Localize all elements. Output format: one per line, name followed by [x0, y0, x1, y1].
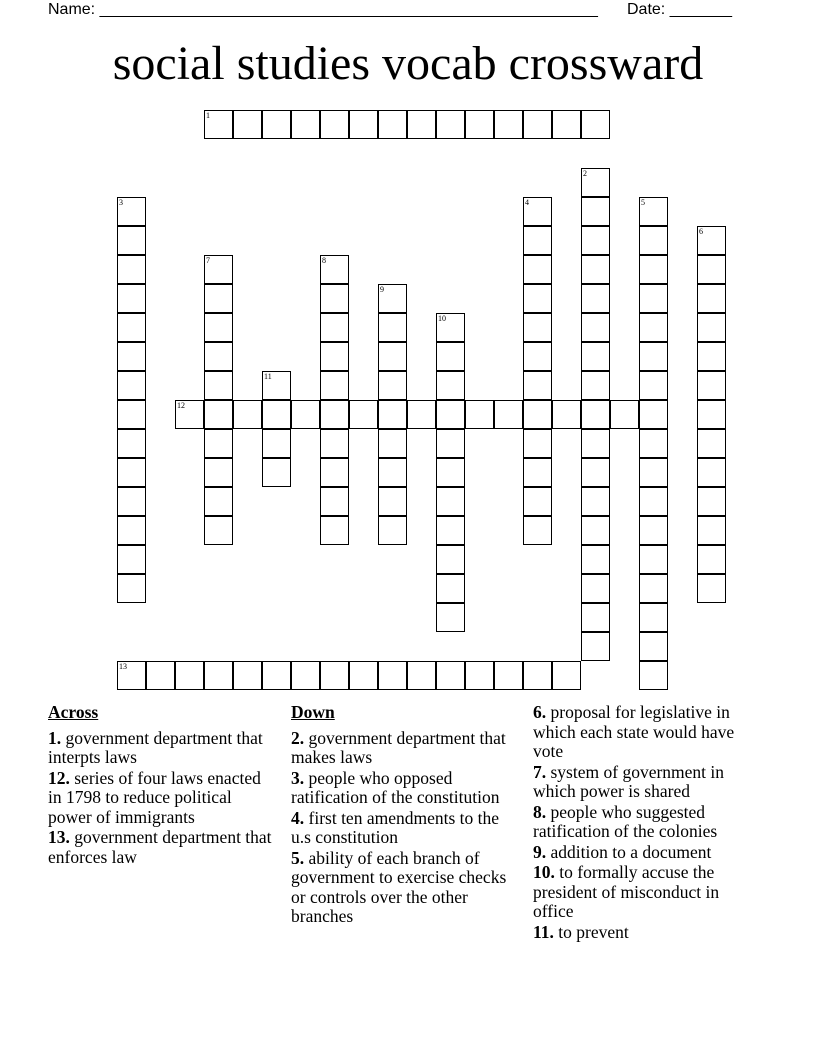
date-field-label: Date: _______ — [627, 1, 732, 18]
grid-cell[interactable] — [117, 226, 146, 255]
grid-cell[interactable] — [523, 429, 552, 458]
grid-cell[interactable] — [262, 429, 291, 458]
grid-cell[interactable] — [697, 400, 726, 429]
clue-number-label: 2 — [583, 169, 587, 178]
grid-cell[interactable] — [204, 458, 233, 487]
clue-number: 1. — [48, 727, 62, 748]
grid-cell[interactable] — [697, 342, 726, 371]
clue-number: 5. — [291, 847, 305, 868]
grid-cell[interactable] — [639, 574, 668, 603]
grid-cell[interactable] — [639, 603, 668, 632]
grid-cell[interactable] — [465, 661, 494, 690]
clue-number-label: 9 — [380, 285, 384, 294]
clue-text: proposal for legislative in which each state would have vote — [533, 702, 735, 761]
clue-text: ability of each branch of government to exercise checks or controls over the other branches — [291, 847, 507, 926]
name-field-label: Name: ________________________________________________________ — [48, 1, 598, 18]
grid-cell[interactable] — [581, 342, 610, 371]
grid-cell[interactable] — [639, 226, 668, 255]
grid-cell[interactable] — [117, 545, 146, 574]
grid-cell[interactable] — [378, 458, 407, 487]
grid-cell[interactable] — [320, 371, 349, 400]
grid-cell[interactable] — [639, 429, 668, 458]
grid-cell[interactable] — [117, 342, 146, 371]
clue-item — [48, 769, 273, 828]
down-clues-continued-column — [533, 703, 758, 943]
clue-item — [291, 849, 519, 927]
grid-cell[interactable] — [581, 255, 610, 284]
grid-cell[interactable] — [552, 400, 581, 429]
clue-text: people who suggested ratification of the colonies — [533, 801, 718, 841]
grid-cell[interactable] — [523, 661, 552, 690]
grid-cell[interactable] — [378, 371, 407, 400]
grid-cell[interactable] — [697, 516, 726, 545]
clue-item — [533, 863, 758, 922]
clue-number-label: 1 — [206, 111, 210, 120]
grid-cell[interactable] — [378, 429, 407, 458]
clue-text: people who opposed ratification of the constitution — [291, 767, 500, 807]
grid-cell[interactable] — [349, 110, 378, 139]
grid-cell[interactable] — [146, 661, 175, 690]
down-clues-column — [291, 703, 519, 928]
grid-cell[interactable] — [581, 632, 610, 661]
grid-cell[interactable] — [436, 400, 465, 429]
grid-cell[interactable] — [175, 661, 204, 690]
grid-cell[interactable] — [204, 516, 233, 545]
grid-cell[interactable] — [320, 342, 349, 371]
clue-item — [533, 843, 758, 863]
grid-cell[interactable] — [117, 284, 146, 313]
grid-cell[interactable] — [697, 371, 726, 400]
clue-text: government department that interpts laws — [48, 727, 263, 767]
grid-cell[interactable] — [407, 661, 436, 690]
grid-cell[interactable] — [581, 400, 610, 429]
grid-cell[interactable] — [320, 284, 349, 313]
grid-cell[interactable] — [378, 661, 407, 690]
clue-number: 13. — [48, 827, 70, 847]
down-clue-list-continued — [533, 703, 758, 942]
grid-cell[interactable] — [117, 429, 146, 458]
grid-cell[interactable] — [204, 342, 233, 371]
clue-text: government department that makes laws — [291, 727, 506, 767]
grid-cell[interactable] — [639, 284, 668, 313]
grid-cell[interactable] — [291, 661, 320, 690]
grid-cell[interactable] — [117, 458, 146, 487]
across-clue-list — [48, 729, 273, 868]
grid-cell[interactable] — [523, 400, 552, 429]
grid-cell[interactable] — [465, 110, 494, 139]
grid-cell[interactable] — [639, 632, 668, 661]
grid-cell[interactable] — [378, 400, 407, 429]
clue-item — [291, 729, 519, 768]
grid-cell[interactable] — [639, 545, 668, 574]
grid-cell[interactable] — [436, 574, 465, 603]
clue-number: 7. — [533, 761, 547, 782]
grid-cell[interactable] — [581, 545, 610, 574]
grid-cell[interactable] — [523, 313, 552, 342]
grid-cell[interactable] — [465, 400, 494, 429]
grid-cell[interactable] — [436, 603, 465, 632]
grid-cell[interactable] — [407, 400, 436, 429]
grid-cell[interactable] — [291, 400, 320, 429]
clue-number: 8. — [533, 801, 547, 822]
grid-cell[interactable] — [697, 313, 726, 342]
grid-cell[interactable] — [639, 371, 668, 400]
grid-cell[interactable] — [523, 487, 552, 516]
grid-cell[interactable] — [378, 342, 407, 371]
grid-cell[interactable] — [320, 429, 349, 458]
clue-number-label: 3 — [119, 198, 123, 207]
clue-number: 6. — [533, 702, 547, 722]
grid-cell[interactable] — [581, 429, 610, 458]
across-heading: Across — [48, 702, 99, 722]
clue-text: series of four laws enacted in 1798 to reduce political power of immigrants — [48, 767, 261, 827]
clue-text: government department that enforces law — [48, 827, 272, 867]
clue-text: addition to a document — [550, 841, 712, 862]
grid-cell[interactable] — [436, 458, 465, 487]
clue-text: system of government in which power is shared — [533, 761, 725, 801]
grid-cell[interactable] — [436, 661, 465, 690]
clue-number: 9. — [533, 841, 547, 862]
grid-cell[interactable] — [697, 487, 726, 516]
clue-item — [291, 809, 519, 848]
clue-number-label: 5 — [641, 198, 645, 207]
grid-cell[interactable] — [697, 458, 726, 487]
grid-cell[interactable] — [117, 574, 146, 603]
grid-cell[interactable] — [697, 255, 726, 284]
grid-cell[interactable] — [523, 371, 552, 400]
across-clues-column — [48, 703, 273, 868]
grid-cell[interactable] — [204, 429, 233, 458]
clue-item — [48, 729, 273, 768]
grid-cell[interactable] — [697, 574, 726, 603]
down-clue-list — [291, 729, 519, 927]
grid-cell[interactable] — [639, 400, 668, 429]
grid-cell[interactable] — [204, 487, 233, 516]
grid-cell[interactable] — [581, 284, 610, 313]
clue-text: to formally accuse the president of misconduct in office — [533, 862, 720, 921]
grid-cell[interactable] — [523, 516, 552, 545]
clue-item — [533, 803, 758, 842]
grid-cell[interactable] — [581, 458, 610, 487]
grid-cell[interactable] — [117, 313, 146, 342]
clue-number-label: 13 — [119, 662, 127, 671]
clue-item — [291, 769, 519, 808]
grid-cell[interactable] — [262, 400, 291, 429]
grid-cell[interactable] — [581, 603, 610, 632]
clue-number: 2. — [291, 727, 305, 748]
grid-cell[interactable] — [233, 661, 262, 690]
grid-cell[interactable] — [697, 284, 726, 313]
grid-cell[interactable] — [204, 400, 233, 429]
clue-number: 12. — [48, 767, 70, 788]
grid-cell[interactable] — [639, 487, 668, 516]
clue-number-label: 12 — [177, 401, 185, 410]
grid-cell[interactable] — [494, 400, 523, 429]
grid-cell[interactable] — [378, 487, 407, 516]
clue-item — [533, 703, 758, 762]
grid-cell[interactable] — [581, 371, 610, 400]
grid-cell[interactable] — [523, 110, 552, 139]
grid-cell[interactable] — [117, 371, 146, 400]
grid-cell[interactable] — [320, 516, 349, 545]
grid-cell[interactable] — [407, 110, 436, 139]
grid-cell[interactable] — [262, 110, 291, 139]
grid-cell[interactable] — [378, 313, 407, 342]
grid-cell[interactable] — [610, 400, 639, 429]
grid-cell[interactable] — [523, 342, 552, 371]
grid-cell[interactable] — [233, 110, 262, 139]
down-heading: Down — [291, 702, 335, 722]
grid-cell[interactable] — [697, 429, 726, 458]
clue-number-label: 6 — [699, 227, 703, 236]
grid-cell[interactable] — [639, 661, 668, 690]
grid-cell[interactable] — [291, 110, 320, 139]
grid-cell[interactable] — [581, 110, 610, 139]
clue-number-label: 8 — [322, 256, 326, 265]
grid-cell[interactable] — [581, 574, 610, 603]
grid-cell[interactable] — [639, 458, 668, 487]
grid-cell[interactable] — [320, 487, 349, 516]
grid-cell[interactable] — [117, 255, 146, 284]
grid-cell[interactable] — [320, 661, 349, 690]
clue-text: to prevent — [558, 921, 629, 942]
clue-number-label: 10 — [438, 314, 446, 323]
grid-cell[interactable] — [349, 400, 378, 429]
grid-cell[interactable] — [349, 661, 378, 690]
grid-cell[interactable] — [436, 545, 465, 574]
grid-cell[interactable] — [204, 371, 233, 400]
grid-cell[interactable] — [117, 516, 146, 545]
grid-cell[interactable] — [117, 487, 146, 516]
grid-cell[interactable] — [581, 226, 610, 255]
grid-cell[interactable] — [523, 458, 552, 487]
grid-cell[interactable] — [436, 110, 465, 139]
grid-cell[interactable] — [204, 284, 233, 313]
grid-cell[interactable] — [552, 110, 581, 139]
grid-cell[interactable] — [523, 226, 552, 255]
grid-cell[interactable] — [639, 342, 668, 371]
grid-cell[interactable] — [581, 197, 610, 226]
grid-cell[interactable] — [523, 255, 552, 284]
grid-cell[interactable] — [581, 516, 610, 545]
grid-cell[interactable] — [436, 342, 465, 371]
grid-cell[interactable] — [697, 545, 726, 574]
grid-cell[interactable] — [320, 110, 349, 139]
clue-item — [533, 923, 758, 943]
clue-number: 4. — [291, 807, 305, 828]
grid-cell[interactable] — [320, 458, 349, 487]
grid-cell[interactable] — [523, 284, 552, 313]
grid-cell[interactable] — [639, 313, 668, 342]
grid-cell[interactable] — [378, 110, 407, 139]
grid-cell[interactable] — [436, 516, 465, 545]
grid-cell[interactable] — [552, 661, 581, 690]
grid-cell[interactable] — [320, 313, 349, 342]
grid-cell[interactable] — [494, 110, 523, 139]
clue-number: 10. — [533, 862, 555, 882]
grid-cell[interactable] — [639, 255, 668, 284]
grid-cell[interactable] — [494, 661, 523, 690]
grid-cell[interactable] — [262, 458, 291, 487]
clue-item — [533, 763, 758, 802]
clue-item — [48, 828, 273, 867]
clue-number-label: 7 — [206, 256, 210, 265]
grid-cell[interactable] — [436, 371, 465, 400]
grid-cell[interactable] — [233, 400, 262, 429]
clue-number-label: 11 — [264, 372, 272, 381]
grid-cell[interactable] — [581, 313, 610, 342]
grid-cell[interactable] — [204, 313, 233, 342]
clue-text: first ten amendments to the u.s constitution — [291, 807, 500, 847]
page-title: social studies vocab crossward — [112, 37, 704, 90]
grid-cell[interactable] — [204, 661, 233, 690]
grid-cell[interactable] — [436, 487, 465, 516]
clue-number-label: 4 — [525, 198, 529, 207]
grid-cell[interactable] — [320, 400, 349, 429]
grid-cell[interactable] — [581, 487, 610, 516]
grid-cell[interactable] — [262, 661, 291, 690]
grid-cell[interactable] — [639, 516, 668, 545]
grid-cell[interactable] — [436, 429, 465, 458]
grid-cell[interactable] — [117, 400, 146, 429]
grid-cell[interactable] — [378, 516, 407, 545]
clue-number: 11. — [533, 921, 554, 942]
clue-number: 3. — [291, 767, 305, 788]
